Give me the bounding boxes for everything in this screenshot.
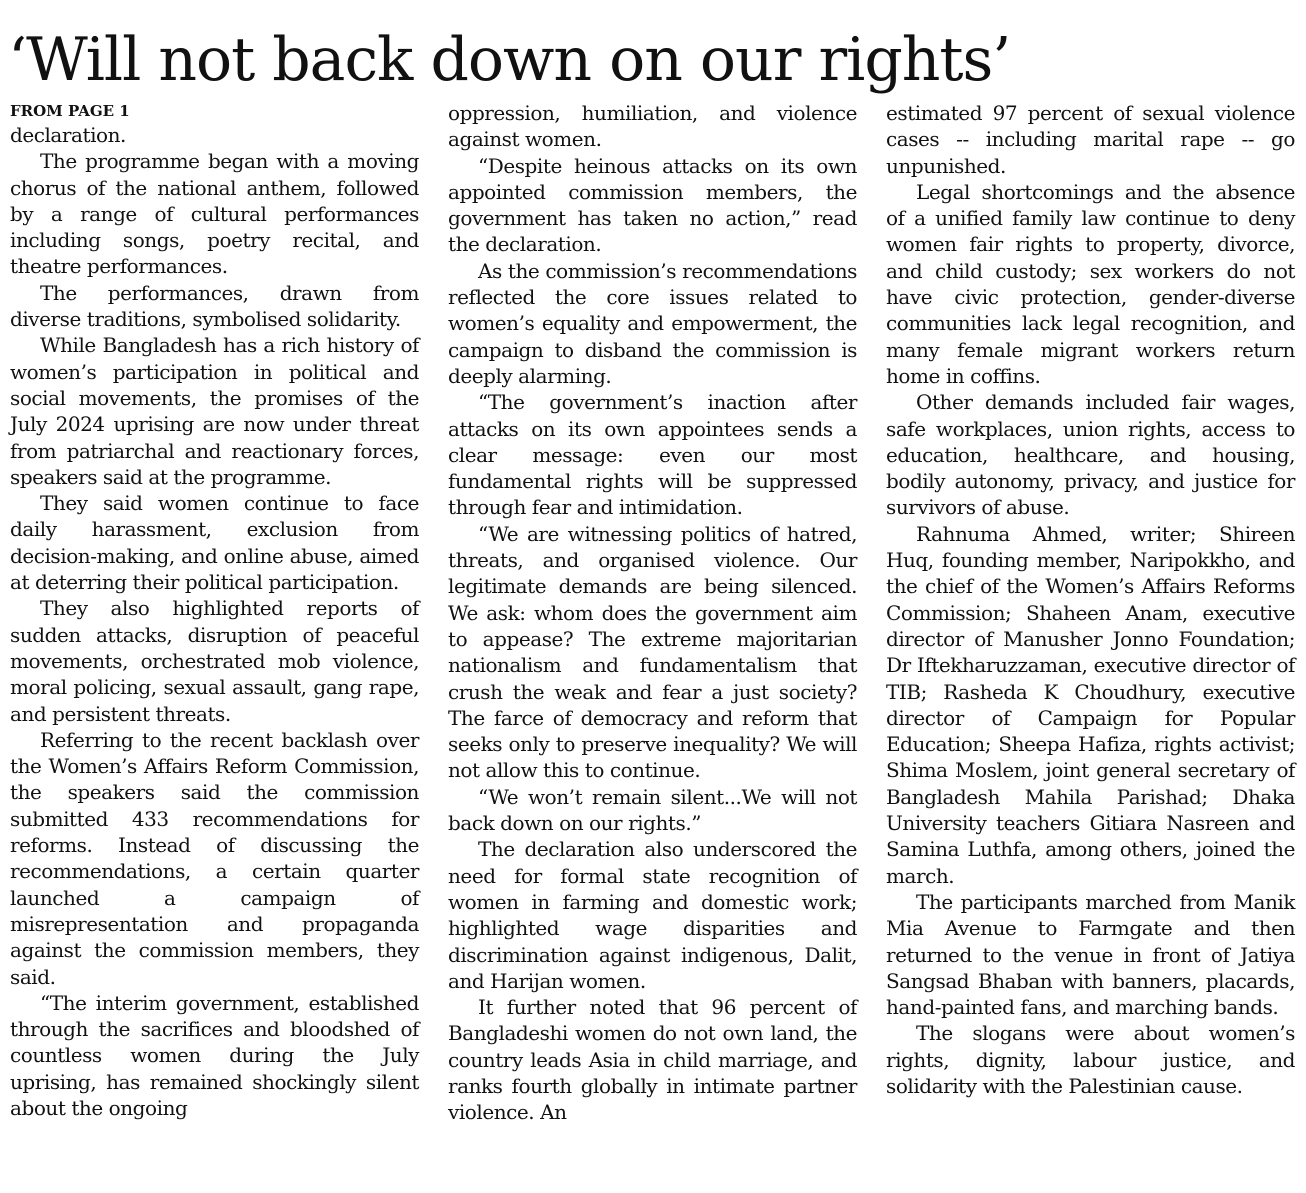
article-paragraph: The participants marched from Manik Mia Avenue to Farmgate and then returned to the venue in front of Jatiya Sangsad Bhaban with banners, placards, hand-painted fans, and marching bands.	[886, 889, 1295, 1020]
article-paragraph: Referring to the recent backlash over the Women’s Affairs Reform Commission, the speakers said the commission submitted 433 recommendations for reforms. Instead of discussing the recommendations, a certain quarter launched a campaign of misrepresentation and propaganda against the commission members, they said.	[10, 727, 419, 989]
article-paragraph: estimated 97 percent of sexual violence cases -- including marital rape -- go unpunished.	[886, 101, 1295, 178]
article-paragraph: Other demands included fair wages, safe workplaces, union rights, access to education, healthcare, and housing, bodily autonomy, privacy, and justice for survivors of abuse.	[886, 390, 1295, 520]
article-paragraph: It further noted that 96 percent of Bangladeshi women do not own land, the country leads Asia in child marriage, and ranks fourth globally in intimate partner violence. An	[448, 995, 857, 1125]
article-column-2	[448, 100, 857, 1126]
article-paragraph: oppression, humiliation, and violence against women.	[448, 101, 857, 152]
article-paragraph: “The government’s inaction after attacks on its own appointees sends a clear message: even our most fundamental rights will be suppressed through fear and intimidation.	[448, 390, 857, 520]
article-column-1	[10, 100, 419, 1121]
article-column-3	[886, 100, 1295, 1099]
article-paragraph: As the commission’s recommendations reflected the core issues related to women’s equality and empowerment, the campaign to disband the commission is deeply alarming.	[448, 258, 857, 388]
article-paragraph: declaration.	[10, 123, 126, 147]
article-paragraph: They also highlighted reports of sudden attacks, disruption of peaceful movements, orchestrated mob violence, moral policing, sexual assault, gang rape, and persistent threats.	[10, 596, 419, 726]
article-paragraph: “We won’t remain silent...We will not back down on our rights.”	[448, 784, 857, 836]
article-paragraph: The slogans were about women’s rights, dignity, labour justice, and solidarity with the Palestinian cause.	[886, 1021, 1295, 1098]
article-paragraph: Rahnuma Ahmed, writer; Shireen Huq, founding member, Naripokkho, and the chief of the Women’s Affairs Reforms Commission; Shaheen Anam, executive director of Manusher Jonno Foundation; Dr Iftekharuzzaman, executive director of TIB; Rasheda K Choudhury, executive director of Campaign for Popular Education; Sheepa Hafiza, rights activist; Shima Moslem, joint general secretary of Bangladesh Mahila Parishad; Dhaka University teachers Gitiara Nasreen and Samina Luthfa, among others, joined the march.	[886, 521, 1295, 888]
article-paragraph: Legal shortcomings and the absence of a unified family law continue to deny women fair rights to property, divorce, and child custody; sex workers do not have civic protection, gender-diverse communities lack legal recognition, and many female migrant workers return home in coffins.	[886, 179, 1295, 388]
article-paragraph: While Bangladesh has a rich history of women’s participation in political and social movements, the promises of the July 2024 uprising are now under threat from patriarchal and reactionary forces, speakers said at the programme.	[10, 333, 419, 489]
article-paragraph: “Despite heinous attacks on its own appointed commission members, the government has taken no action,” read the declaration.	[448, 153, 857, 257]
article-paragraph: The declaration also underscored the need for formal state recognition of women in farming and domestic work; highlighted wage disparities and discrimination against indigenous, Dalit, and Harijan women.	[448, 837, 857, 993]
article-paragraph: The performances, drawn from diverse traditions, symbolised solidarity.	[10, 280, 419, 332]
article-paragraph: The programme began with a moving chorus of the national anthem, followed by a range of cultural performances including songs, poetry recital, and theatre performances.	[10, 149, 419, 279]
article-paragraph: “The interim government, established through the sacrifices and bloodshed of countless women during the July uprising, has remained shockingly silent about the ongoing	[10, 990, 419, 1120]
headline: ‘Will not back down on our rights’	[8, 25, 1011, 95]
article-paragraph: “We are witnessing politics of hatred, threats, and organised violence. Our legitimate demands are being silenced. We ask: whom does the government aim to appease? The extreme majoritarian nationalism and fundamentalism that crush the weak and fear a just society? The farce of democracy and reform that seeks only to preserve inequality? We will not allow this to continue.	[448, 521, 857, 783]
continued-from-page-label: FROM PAGE 1	[10, 102, 130, 120]
article-paragraph: They said women continue to face daily harassment, exclusion from decision-making, and online abuse, aimed at deterring their political participation.	[10, 491, 419, 595]
